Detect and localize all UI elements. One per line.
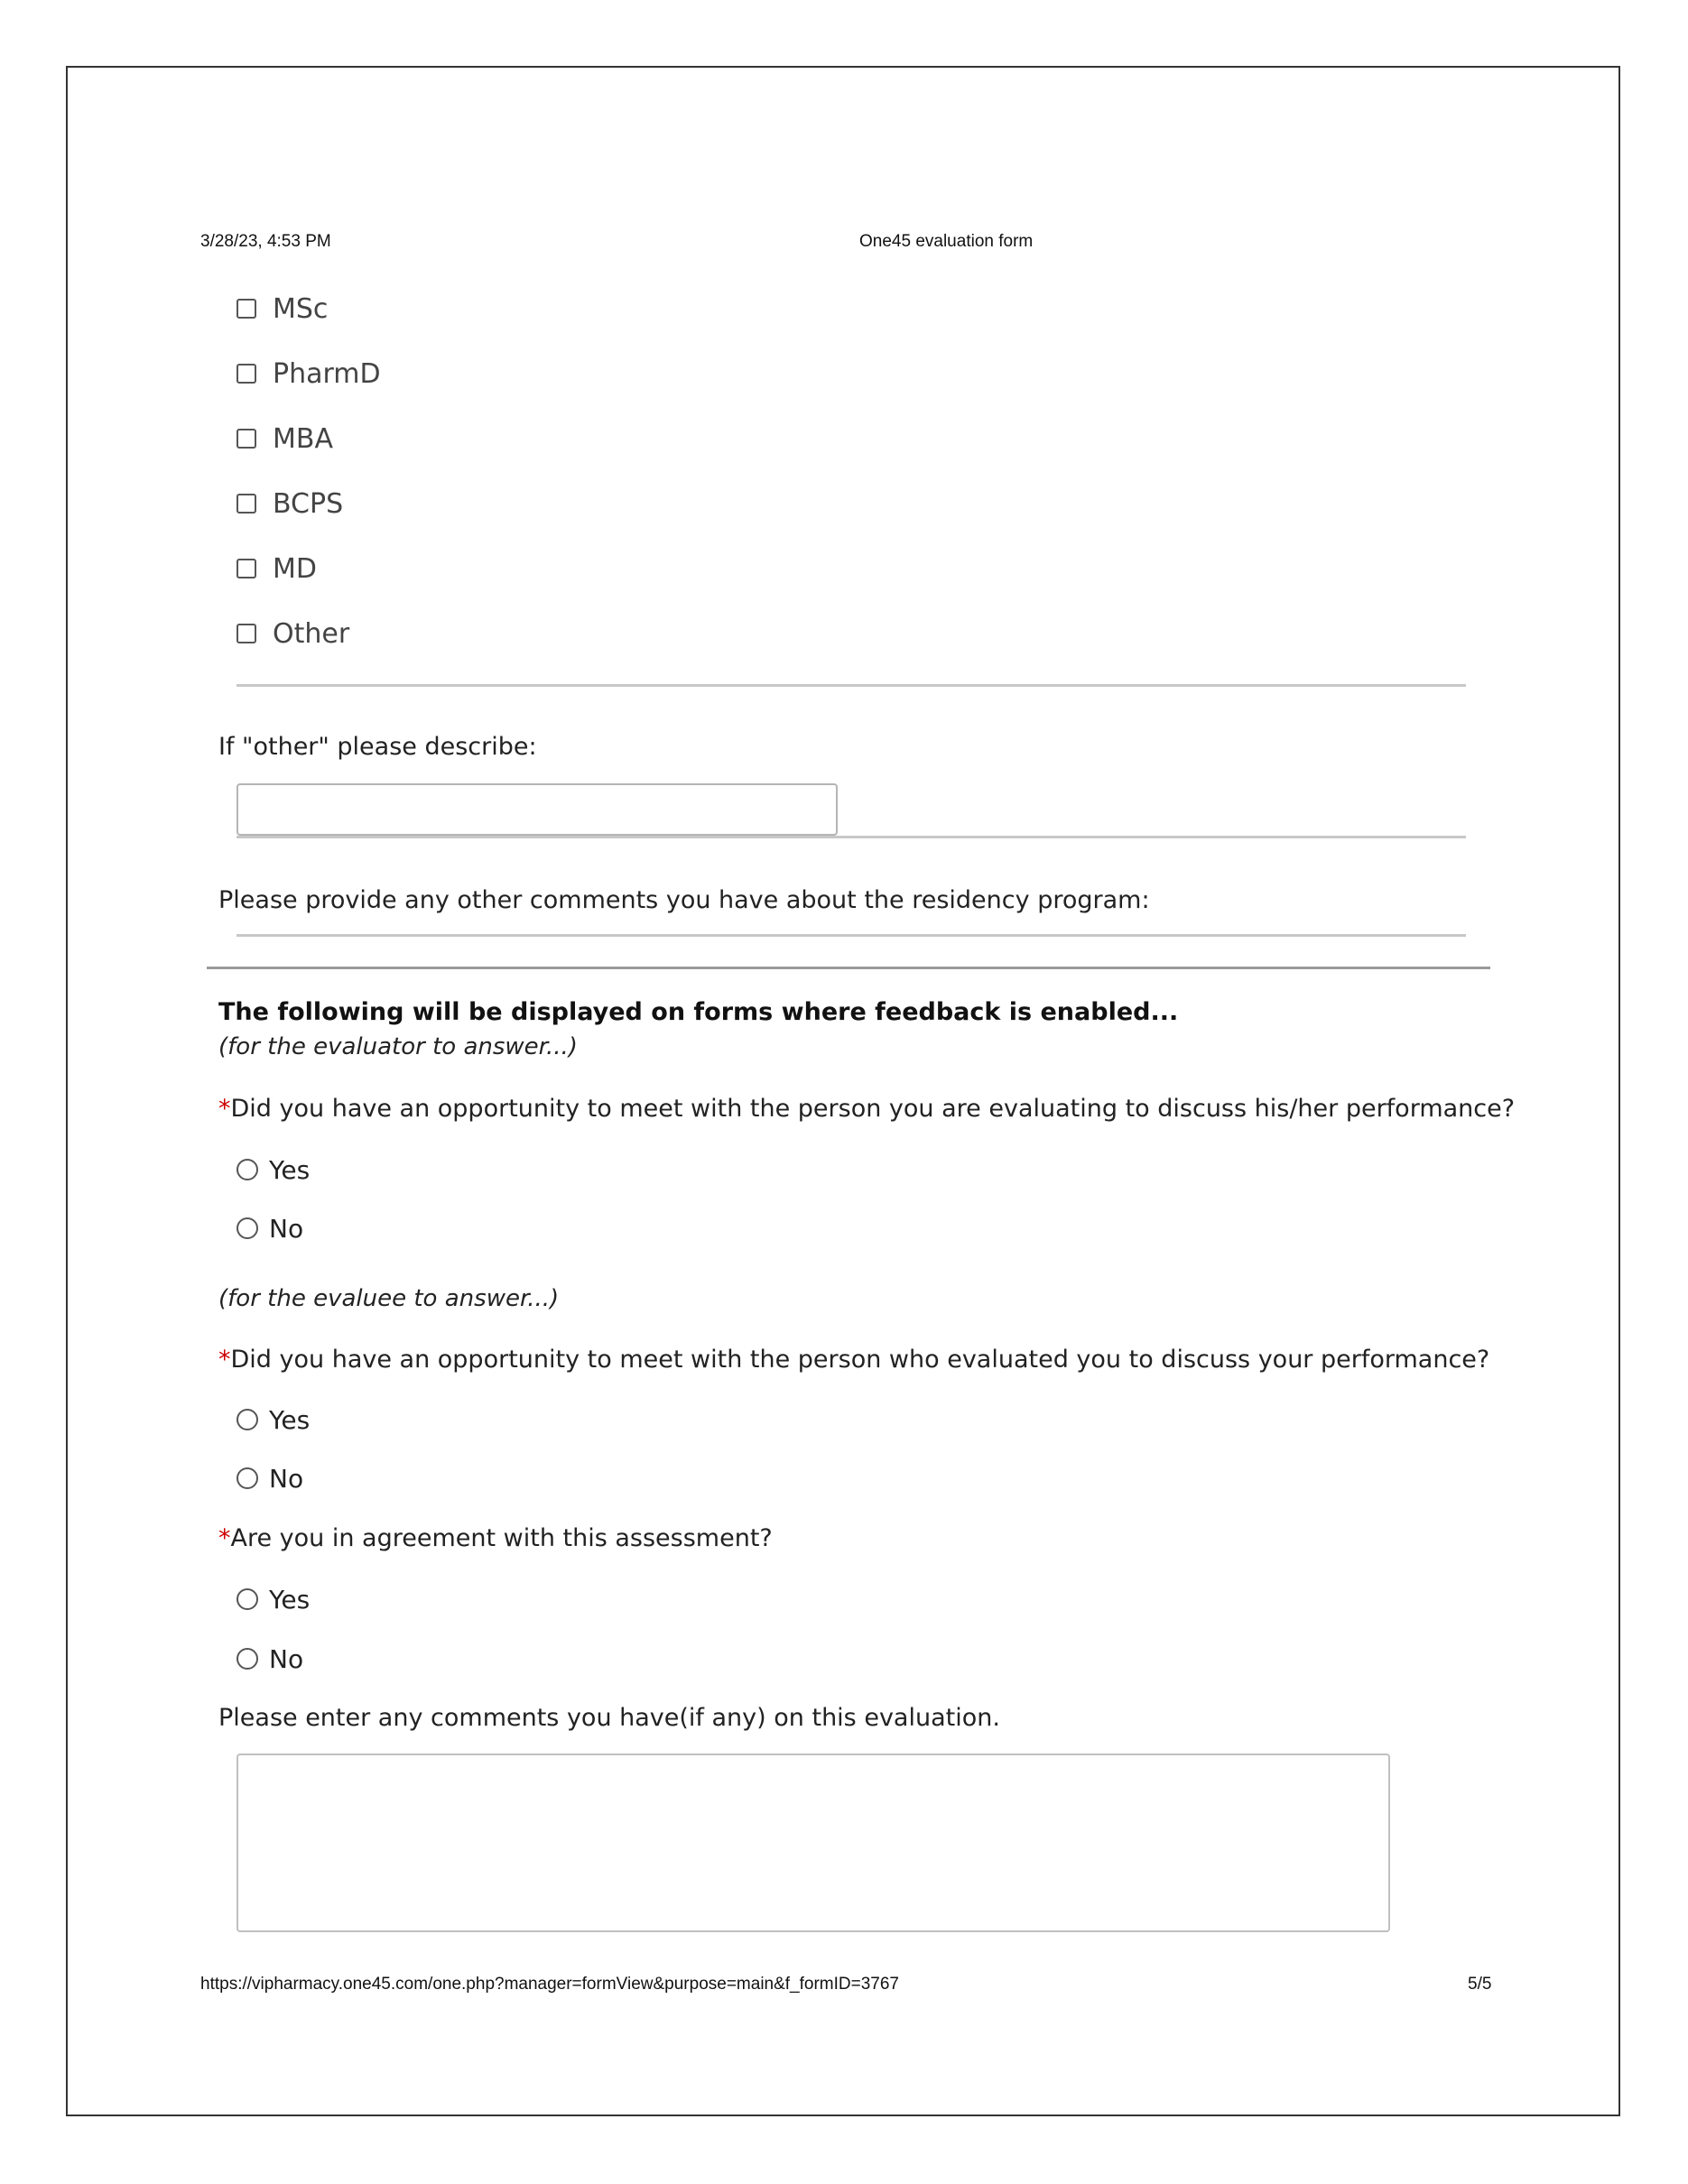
required-marker: *: [218, 1346, 231, 1374]
checkbox-label: PharmD: [273, 357, 381, 390]
checkbox-option-bcps[interactable]: [237, 486, 343, 522]
radio-option-yes[interactable]: [237, 1581, 310, 1617]
checkbox[interactable]: [237, 494, 256, 514]
radio-option-no[interactable]: [237, 1641, 303, 1677]
evaluation-comments-textarea[interactable]: [237, 1754, 1390, 1932]
required-marker: *: [218, 1524, 231, 1552]
other-describe-label: If "other" please describe:: [218, 733, 537, 761]
checkbox-option-pharmd[interactable]: [237, 356, 381, 392]
question-evaluee-meeting: [218, 1346, 1489, 1374]
checkbox-label: MBA: [273, 422, 333, 455]
checkbox-label: MSc: [273, 292, 329, 325]
radio-label: Yes: [269, 1154, 311, 1185]
feedback-heading: The following will be displayed on forms where feedback is enabled...: [218, 998, 1179, 1026]
page-number: 5/5: [1468, 1975, 1492, 1994]
feedback-divider: [207, 967, 1490, 969]
checkbox[interactable]: [237, 624, 256, 643]
section-divider: [237, 836, 1466, 838]
question-text: Are you in agreement with this assessment?: [230, 1524, 773, 1552]
checkbox-option-msc[interactable]: [237, 291, 328, 327]
program-comments-label: Please provide any other comments you have about the residency program:: [218, 886, 1150, 914]
question-text: Did you have an opportunity to meet with the person who evaluated you to discuss your performance?: [230, 1346, 1490, 1374]
radio-label: Yes: [269, 1404, 311, 1435]
radio-option-yes[interactable]: [237, 1402, 310, 1438]
checkbox[interactable]: [237, 364, 256, 384]
question-agreement: [218, 1524, 773, 1552]
radio-label: No: [269, 1643, 304, 1674]
radio-option-no[interactable]: [237, 1210, 303, 1246]
other-describe-input[interactable]: [237, 783, 838, 836]
print-url: https://vipharmacy.one45.com/one.php?manager=formView&purpose=main&f_formID=3767: [200, 1975, 899, 1994]
evaluee-note: (for the evaluee to answer...): [218, 1285, 560, 1312]
required-marker: *: [218, 1095, 231, 1123]
print-datetime: 3/28/23, 4:53 PM: [200, 232, 331, 251]
checkbox-option-other[interactable]: [237, 615, 349, 652]
checkbox-option-mba[interactable]: [237, 421, 333, 457]
checkbox-option-md[interactable]: [237, 551, 317, 587]
print-title: One45 evaluation form: [859, 232, 1034, 251]
checkbox-label: BCPS: [273, 487, 344, 520]
radio-button[interactable]: [237, 1159, 258, 1180]
radio-button[interactable]: [237, 1217, 258, 1239]
evaluation-comments-label: Please enter any comments you have(if any) on this evaluation.: [218, 1704, 1000, 1732]
radio-label: No: [269, 1463, 304, 1494]
evaluator-note: (for the evaluator to answer...): [218, 1033, 578, 1060]
radio-label: No: [269, 1213, 304, 1244]
radio-button[interactable]: [237, 1467, 258, 1489]
radio-label: Yes: [269, 1584, 311, 1615]
section-divider: [237, 934, 1466, 937]
checkbox[interactable]: [237, 559, 256, 578]
radio-button[interactable]: [237, 1409, 258, 1430]
radio-option-yes[interactable]: [237, 1152, 310, 1188]
radio-button[interactable]: [237, 1588, 258, 1610]
question-evaluator-meeting: [218, 1095, 1515, 1123]
question-text: Did you have an opportunity to meet with the person you are evaluating to discuss his/her performance?: [230, 1095, 1516, 1123]
checkbox[interactable]: [237, 429, 256, 449]
radio-option-no[interactable]: [237, 1460, 303, 1496]
checkbox[interactable]: [237, 299, 256, 319]
radio-button[interactable]: [237, 1648, 258, 1670]
checkbox-label: Other: [273, 617, 350, 650]
section-divider: [237, 684, 1466, 687]
checkbox-label: MD: [273, 552, 317, 585]
